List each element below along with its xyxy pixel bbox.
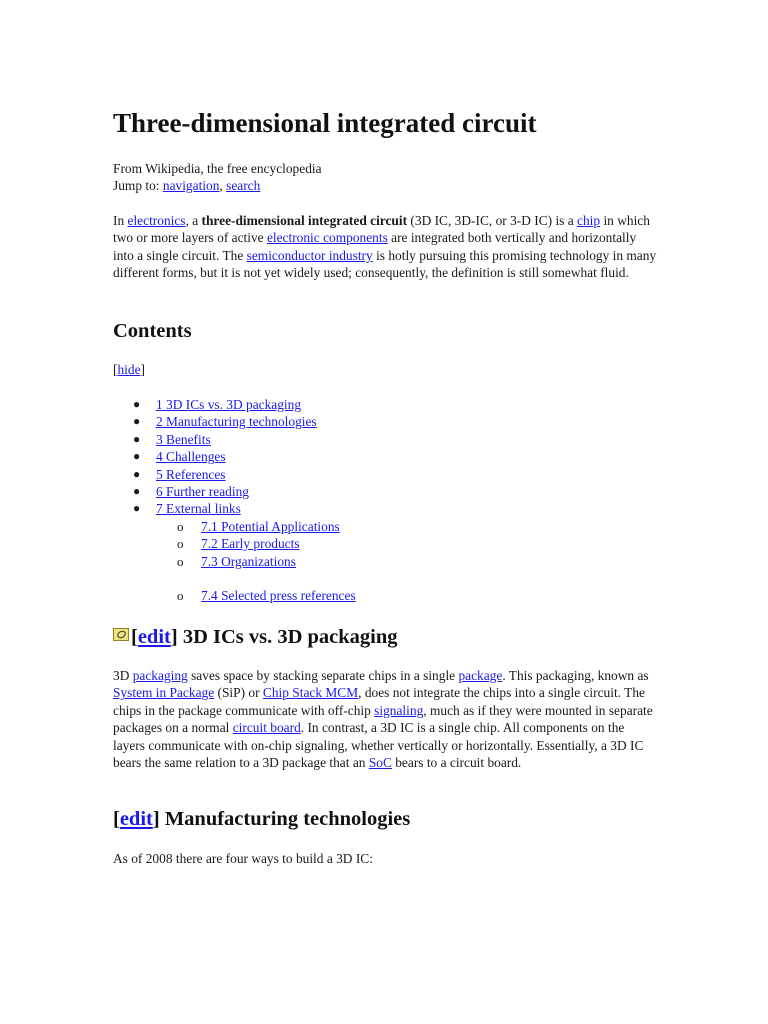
toc-item: [113, 500, 613, 517]
edit-bracket-open: [: [113, 808, 120, 830]
edit-section-2-link[interactable]: edit: [119, 808, 153, 830]
toc-subitem: [113, 518, 613, 535]
link-electronic-components[interactable]: electronic components: [266, 230, 388, 246]
toc-subitem: [113, 553, 613, 570]
toc-link-1[interactable]: 1 3D ICs vs. 3D packaging: [156, 397, 302, 412]
section-heading-manufacturing: [113, 808, 410, 831]
toggle-bracket-close: ]: [140, 362, 145, 377]
section-heading-3d-ics: [113, 626, 398, 649]
bullet-icon: ●: [133, 483, 141, 498]
page-title: Three-dimensional integrated circuit: [113, 108, 537, 138]
intro-text-1: In: [113, 213, 128, 228]
toc-link-3[interactable]: 3 Benefits: [156, 431, 211, 447]
bullet-icon: ●: [133, 431, 141, 446]
bullet-icon: ●: [133, 501, 141, 516]
link-package[interactable]: package: [458, 668, 503, 683]
circle-bullet-icon: o: [177, 536, 184, 552]
edit-bracket-open: [: [131, 626, 138, 648]
s1-text-2: saves space by stacking separate chips in a single: [187, 668, 459, 683]
s1-text-1: 3D: [113, 668, 133, 683]
toc-link-5[interactable]: 5 References: [156, 466, 226, 482]
bullet-icon: ●: [133, 397, 141, 411]
s1-text-5: , does not integrate the chips into a single circuit. The chips in the package communicate with off-chip: [113, 685, 645, 718]
contents-heading: Contents: [113, 320, 192, 342]
circle-bullet-icon: o: [177, 518, 184, 534]
link-chip-stack-mcm[interactable]: Chip Stack MCM: [262, 685, 359, 701]
link-electronics[interactable]: electronics: [127, 213, 186, 228]
toc-link-2[interactable]: 2 Manufacturing technologies: [156, 414, 317, 430]
toc-link-7[interactable]: 7 External links: [156, 501, 241, 517]
edit-section-1-link[interactable]: edit: [137, 626, 171, 648]
toc-subitem: [113, 587, 613, 604]
table-of-contents: [113, 396, 613, 605]
intro-bold-term: three-dimensional integrated circuit: [201, 213, 408, 228]
jump-to-line: [113, 177, 658, 194]
toc-link-7-2[interactable]: 7.2 Early products: [201, 536, 300, 552]
edit-bracket-close: ]: [170, 626, 178, 648]
intro-text-6: is hotly pursuing this promising technology in many different forms, but it is not yet widely used; consequently, the definition is still somewhat fluid.: [113, 247, 657, 281]
bullet-icon: ●: [133, 466, 141, 481]
toc-item: [113, 413, 613, 430]
hide-contents-link[interactable]: hide: [117, 362, 141, 377]
section-1-paragraph: [113, 667, 658, 771]
intro-text-5: are integrated both vertically and horizontally into a single circuit. The: [113, 230, 637, 263]
intro-text-3: (3D IC, 3D-IC, or 3-D IC) is a: [407, 213, 578, 228]
s1-text-8: bears to a circuit board.: [391, 755, 522, 771]
link-chip[interactable]: chip: [577, 213, 601, 228]
jump-separator: ,: [219, 178, 227, 194]
toc-item: [113, 466, 613, 483]
toc-item: [113, 431, 613, 448]
contents-toggle: [113, 361, 145, 378]
link-semiconductor-industry[interactable]: semiconductor industry: [246, 247, 373, 263]
tagline: From Wikipedia, the free encyclopedia: [113, 161, 322, 176]
section-2-paragraph: As of 2008 there are four ways to build a 3D IC:: [113, 851, 373, 866]
intro-paragraph: [113, 212, 658, 282]
jump-to-label: Jump to:: [113, 178, 160, 194]
link-circuit-board[interactable]: circuit board: [232, 720, 301, 736]
bullet-icon: ●: [133, 414, 141, 429]
toc-link-7-3[interactable]: 7.3 Organizations: [201, 553, 296, 569]
article-subtitle: [113, 160, 658, 195]
jump-navigation-link[interactable]: navigation: [162, 178, 220, 194]
circle-bullet-icon: o: [177, 588, 184, 604]
toc-subitem: [113, 535, 613, 552]
link-system-in-package[interactable]: System in Package: [113, 685, 215, 701]
edit-bracket-close: ]: [152, 808, 160, 830]
s1-text-6: , much as if they were mounted in separate packages on a normal: [113, 702, 653, 736]
edit-pencil-icon[interactable]: [113, 628, 129, 641]
jump-search-link[interactable]: search: [226, 178, 261, 194]
section-2-title: Manufacturing technologies: [159, 808, 411, 830]
intro-text-2: , a: [185, 213, 202, 228]
toc-item: [113, 448, 613, 465]
toc-link-7-4[interactable]: 7.4 Selected press references: [201, 588, 356, 604]
toc-link-6[interactable]: 6 Further reading: [156, 483, 249, 499]
link-packaging[interactable]: packaging: [132, 668, 188, 683]
link-soc[interactable]: SoC: [368, 755, 392, 771]
toggle-bracket-open: [: [113, 362, 118, 377]
circle-bullet-icon: o: [177, 553, 184, 569]
bullet-icon: ●: [133, 449, 141, 464]
toc-link-4[interactable]: 4 Challenges: [156, 449, 226, 465]
toc-item: [113, 396, 613, 413]
s1-text-4: (SiP) or: [214, 685, 263, 701]
intro-text-4: in which two or more layers of active: [113, 213, 650, 246]
s1-text-7: . In contrast, a 3D IC is a single chip. All components on the layers communicate with on-chip signaling, whether vertically or horizontally. Essentially, a 3D IC bears the same relation to a 3D package that an: [113, 720, 644, 771]
s1-text-3: . This packaging, known as: [502, 668, 649, 683]
toc-item: [113, 483, 613, 500]
section-1-title: 3D ICs vs. 3D packaging: [177, 626, 398, 648]
link-signaling[interactable]: signaling: [374, 702, 424, 718]
toc-link-7-1[interactable]: 7.1 Potential Applications: [201, 518, 340, 534]
